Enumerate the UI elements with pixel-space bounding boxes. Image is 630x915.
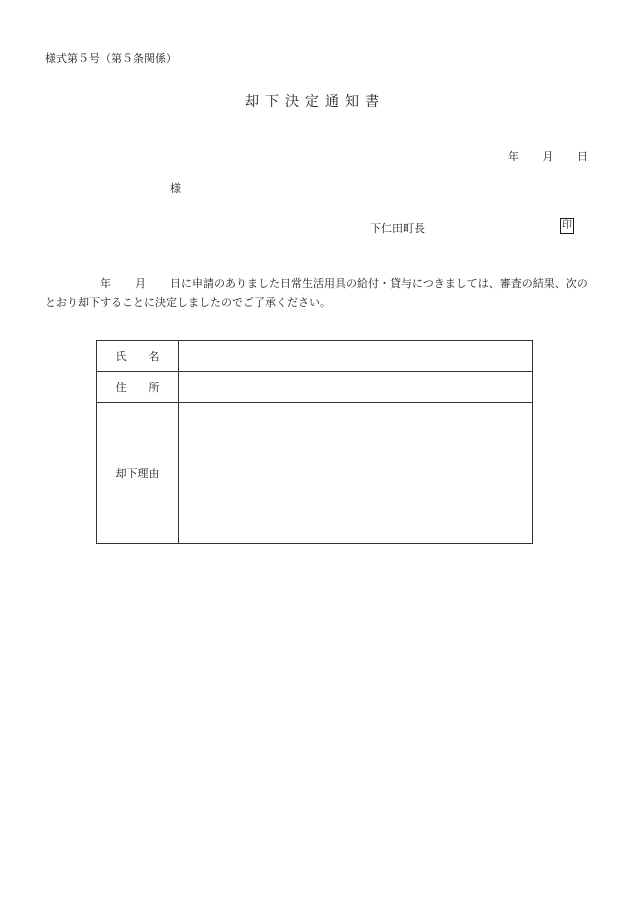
address-value-cell[interactable] [179,372,533,403]
table-row-address [97,372,533,403]
issuer-name: 下仁田町長 [370,222,425,235]
date-day: 日 [577,150,588,163]
document-title: 却下決定通知書 [245,94,385,110]
table-row-name [97,341,533,372]
reason-value-cell[interactable] [179,403,533,544]
table-row-reason [97,403,533,544]
addressee-suffix: 様 [170,182,181,195]
form-number: 様式第５号（第５条関係） [45,52,177,65]
reason-label: 却下理由 [115,467,160,480]
seal-mark: 印 [560,218,574,234]
address-label: 住所 [115,381,182,394]
date-line [508,148,588,164]
reason-label-cell [97,403,179,544]
body-year: 年 [100,277,111,290]
details-table [96,340,533,544]
notice-body [45,274,590,312]
date-year: 年 [508,150,519,163]
body-text: 日に申請のありました日常生活用具の給付・貸与につきましては、審査の結果、次のとおり却下することに決定しましたのでご了承ください。 [45,277,588,309]
name-label-cell [97,341,182,372]
date-month: 月 [542,150,554,163]
body-month: 月 [135,277,146,290]
name-value-cell[interactable] [179,341,533,372]
address-label-cell [97,372,182,403]
name-label: 氏名 [115,350,182,363]
